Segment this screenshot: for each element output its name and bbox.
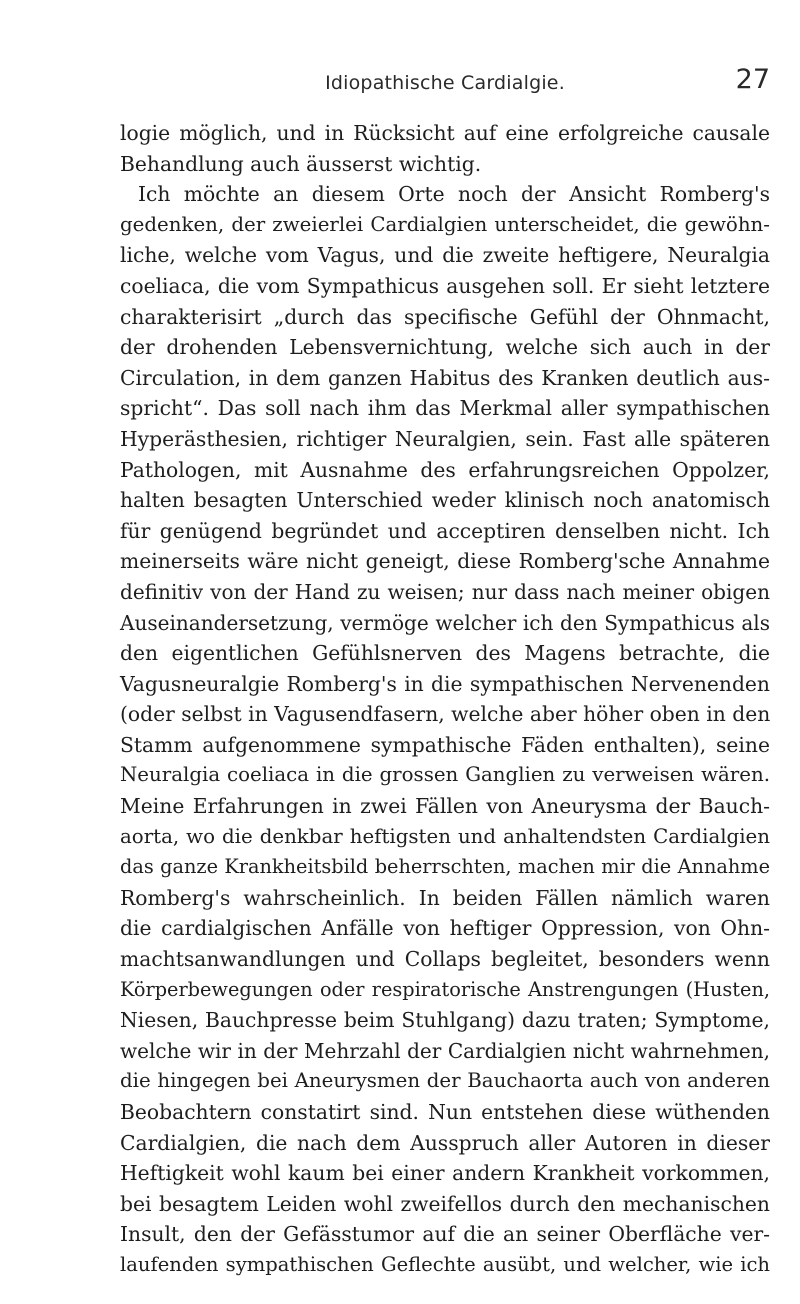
text-line: Hyperästhesien, richtiger Neuralgien, sein. Fast alle späteren xyxy=(120,426,770,451)
text-line: liche, welche vom Vagus, und die zweite heftigere, Neuralgia xyxy=(120,243,770,268)
text-line: Beobachtern constatirt sind. Nun entstehen diese wüthenden xyxy=(120,1100,770,1124)
text-line: halten besagten Unterschied weder klinisch noch anatomisch xyxy=(120,488,770,513)
running-head: Idiopathische Cardialgie. xyxy=(325,72,565,94)
text-line: für genügend begründet und acceptiren denselben nicht. Ich xyxy=(120,518,770,543)
text-line: meinerseits wäre nicht geneigt, diese Romberg'sche Annahme xyxy=(120,549,770,574)
text-line: spricht“. Das soll nach ihm das Merkmal aller sympathischen xyxy=(120,396,770,421)
text-line: Niesen, Bauchpresse beim Stuhlgang) dazu traten; Symptome, xyxy=(120,1008,770,1033)
text-line: Heftigkeit wohl kaum bei einer andern Krankheit vorkommen, xyxy=(120,1161,770,1186)
text-line: Auseinandersetzung, vermöge welcher ich den Sympathicus als xyxy=(120,610,770,635)
text-line: Vagusneuralgie Romberg's in die sympathischen Nervenenden xyxy=(120,671,770,696)
text-line: gedenken, der zweierlei Cardialgien unterscheidet, die gewöhn- xyxy=(120,212,770,236)
text-line: machtsanwandlungen und Collaps begleitet, besonders wenn xyxy=(120,947,770,972)
text-line: welche wir in der Mehrzahl der Cardialgien nicht wahrnehmen, xyxy=(120,1038,770,1063)
text-line: Stamm aufgenommene sympathische Fäden enthalten), seine xyxy=(120,732,770,757)
text-line: Circulation, in dem ganzen Habitus des Kranken deutlich aus- xyxy=(120,365,770,390)
text-line: charakterisirt „durch das specifische Gefühl der Ohnmacht, xyxy=(120,304,770,329)
text-line: Cardialgien, die nach dem Ausspruch aller Autoren in dieser xyxy=(120,1130,770,1155)
text-line: logie möglich, und in Rücksicht auf eine erfolgreiche causale xyxy=(120,121,770,145)
text-line: Insult, den der Gefässtumor auf die an seiner Oberfläche ver- xyxy=(120,1222,770,1247)
text-line: Körperbewegungen oder respiratorische Anstrengungen (Husten, xyxy=(120,977,770,1001)
text-line: Behandlung auch äusserst wichtig. xyxy=(120,151,482,176)
page-header xyxy=(120,66,770,100)
text-line: Ich möchte an diesem Orte noch der Ansicht Romberg's xyxy=(138,182,770,207)
text-line: aorta, wo die denkbar heftigsten und anhaltendsten Cardialgien xyxy=(120,824,770,848)
text-line: Meine Erfahrungen in zwei Fällen von Aneurysma der Bauch- xyxy=(120,794,770,819)
page-number: 27 xyxy=(735,64,770,95)
text-line: der drohenden Lebensvernichtung, welche sich auch in der xyxy=(120,335,770,360)
text-line: Romberg's wahrscheinlich. In beiden Fällen nämlich waren xyxy=(120,885,770,910)
text-line: (oder selbst in Vagusendfasern, welche aber höher oben in den xyxy=(120,702,771,727)
text-line: Pathologen, mit Ausnahme des erfahrungsreichen Oppolzer, xyxy=(120,457,770,482)
text-line: laufenden sympathischen Geflechte ausübt, und welcher, wie ich xyxy=(120,1252,770,1276)
text-line: das ganze Krankheitsbild beherrschten, machen mir die Annahme xyxy=(120,855,770,879)
text-line: bei besagtem Leiden wohl zweifellos durch den mechanischen xyxy=(120,1191,770,1216)
text-line: Neuralgia coeliaca in die grossen Ganglien zu verweisen wären. xyxy=(120,763,770,787)
text-line: coeliaca, die vom Sympathicus ausgehen soll. Er sieht letztere xyxy=(120,273,770,298)
text-line: die cardialgischen Anfälle von heftiger Oppression, von Ohn- xyxy=(120,916,770,941)
body-text xyxy=(120,118,770,1281)
text-line: definitiv von der Hand zu weisen; nur dass nach meiner obigen xyxy=(120,579,770,604)
text-line: den eigentlichen Gefühlsnerven des Magens betrachte, die xyxy=(120,641,770,666)
text-line: die hingegen bei Aneurysmen der Bauchaorta auch von anderen xyxy=(120,1069,770,1093)
